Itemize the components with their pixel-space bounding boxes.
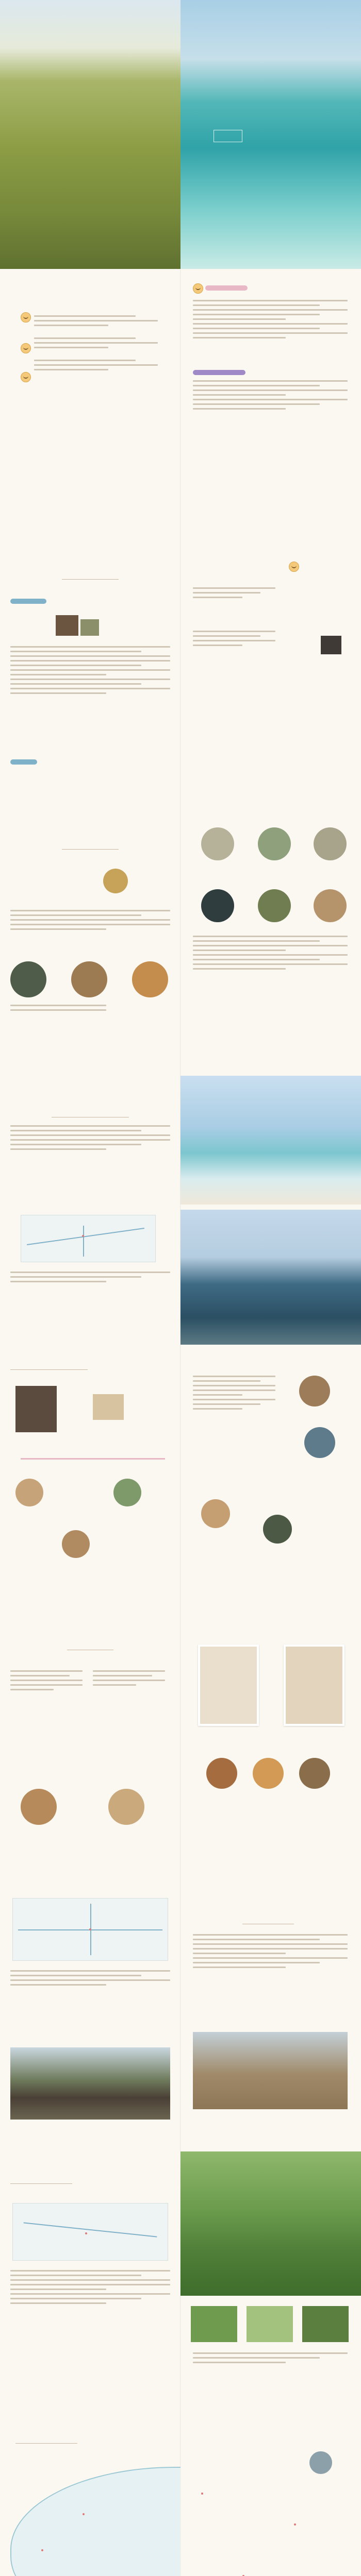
grass-field-photo bbox=[0, 0, 180, 269]
mascot-icon bbox=[289, 562, 299, 572]
road-line bbox=[24, 2222, 157, 2237]
coast-photo bbox=[180, 1210, 361, 1345]
page-right bbox=[180, 269, 361, 538]
round-photo bbox=[299, 1758, 330, 1789]
round-photo bbox=[299, 1376, 330, 1406]
road-line bbox=[83, 1226, 84, 1257]
map-pin-icon bbox=[83, 2513, 85, 2515]
page-right bbox=[180, 538, 361, 807]
spread-tea bbox=[0, 2151, 361, 2420]
page-left bbox=[0, 2151, 180, 2420]
page-right bbox=[180, 2420, 361, 2576]
body-text bbox=[193, 1376, 275, 1479]
note-tag bbox=[10, 759, 37, 765]
round-photo bbox=[71, 961, 107, 997]
area-map bbox=[12, 1898, 168, 1961]
spread-seaside bbox=[0, 1076, 361, 1345]
caption bbox=[193, 2352, 348, 2394]
spread-opening bbox=[0, 538, 361, 807]
page-left bbox=[0, 807, 180, 1076]
island-map bbox=[10, 2467, 180, 2576]
note-tag bbox=[10, 599, 46, 604]
map-pin-icon bbox=[41, 2549, 43, 2551]
chapter-title bbox=[67, 1639, 113, 1650]
ocean-photo bbox=[180, 0, 361, 269]
section-tag bbox=[205, 285, 248, 291]
spread-circles bbox=[0, 807, 361, 1076]
section-tag bbox=[193, 370, 245, 375]
chapter-title bbox=[15, 2433, 77, 2444]
round-photo bbox=[10, 961, 46, 997]
area-map bbox=[12, 2203, 168, 2261]
round-photo bbox=[309, 2451, 332, 2474]
round-photo bbox=[62, 1530, 90, 1558]
beach-photo bbox=[180, 1076, 361, 1205]
tea-field-photo bbox=[180, 2151, 361, 2296]
chapter-title bbox=[10, 2174, 72, 2184]
map-pin-icon bbox=[201, 2493, 203, 2495]
road-line bbox=[27, 1228, 144, 1245]
round-photo bbox=[304, 1427, 335, 1458]
page-right bbox=[180, 807, 361, 1076]
mascot-icon bbox=[193, 283, 203, 294]
side-note bbox=[193, 631, 275, 672]
page-left bbox=[0, 1345, 180, 1614]
body-text bbox=[10, 2270, 170, 2373]
chapter-title bbox=[62, 569, 119, 580]
landscape-photo bbox=[193, 2032, 348, 2109]
chapter-title bbox=[52, 1107, 129, 1117]
page-left bbox=[0, 1883, 180, 2151]
page-left bbox=[0, 269, 180, 538]
body-text bbox=[193, 936, 348, 1018]
round-photo bbox=[201, 1499, 230, 1528]
page-right bbox=[180, 1076, 361, 1345]
spread-intro bbox=[0, 269, 361, 538]
tea-worker-photo bbox=[302, 2306, 349, 2342]
spread-jeju-map bbox=[0, 2420, 361, 2576]
body-text bbox=[10, 1670, 83, 1773]
round-photo bbox=[314, 827, 347, 860]
map-pin-icon bbox=[89, 1928, 91, 1930]
round-photo bbox=[201, 827, 234, 860]
temple-photo bbox=[15, 1386, 57, 1432]
tea-leaf-photo bbox=[191, 2306, 237, 2342]
round-photo bbox=[263, 1515, 292, 1544]
side-note bbox=[193, 587, 275, 618]
round-photo bbox=[21, 1789, 57, 1825]
spread-cards bbox=[0, 1614, 361, 1883]
round-photo bbox=[253, 1758, 284, 1789]
round-photo bbox=[258, 827, 291, 860]
spread-timeline bbox=[0, 1345, 361, 1614]
page-right bbox=[180, 1614, 361, 1883]
body-text bbox=[93, 1670, 165, 1773]
page-right bbox=[180, 1883, 361, 2151]
map-pin-icon bbox=[294, 2523, 296, 2526]
route-map bbox=[21, 1215, 156, 1262]
body-text bbox=[10, 1970, 170, 2032]
page-left bbox=[0, 1614, 180, 1883]
intro-text-block bbox=[193, 300, 348, 362]
chapter-title bbox=[62, 837, 119, 850]
page-left bbox=[0, 0, 180, 269]
spread-cover bbox=[0, 0, 361, 269]
body-text bbox=[10, 1125, 170, 1202]
card-photo bbox=[284, 1645, 344, 1726]
tea-cup-photo bbox=[247, 2306, 293, 2342]
small-photo bbox=[80, 619, 99, 636]
chapter-title bbox=[10, 1360, 88, 1370]
page-right bbox=[180, 2151, 361, 2420]
chapter-title bbox=[242, 1913, 294, 1924]
round-photo bbox=[15, 1479, 43, 1506]
mascot-icon bbox=[21, 343, 31, 353]
small-photo bbox=[56, 615, 78, 636]
body-text bbox=[10, 1272, 170, 1313]
mascot-icon bbox=[21, 312, 31, 323]
round-photo bbox=[103, 869, 128, 893]
round-photo bbox=[108, 1789, 144, 1825]
map-pin-icon bbox=[82, 1235, 84, 1237]
card-photo bbox=[198, 1645, 259, 1726]
caption bbox=[10, 1005, 170, 1036]
timeline-path bbox=[21, 1458, 165, 1460]
mascot-icon bbox=[21, 372, 31, 382]
page-left bbox=[0, 2420, 180, 2576]
round-photo bbox=[113, 1479, 141, 1506]
round-photo bbox=[206, 1758, 237, 1789]
round-photo bbox=[201, 889, 234, 922]
map-pin-icon bbox=[85, 2232, 87, 2234]
food-photo bbox=[93, 1394, 124, 1420]
page-right bbox=[180, 1345, 361, 1614]
body-text bbox=[10, 646, 170, 749]
spread-village bbox=[0, 1883, 361, 2151]
intro-text-block bbox=[34, 315, 158, 398]
page-right bbox=[180, 0, 361, 269]
round-photo bbox=[132, 961, 168, 997]
house-photo bbox=[10, 2047, 170, 2120]
body-text bbox=[193, 1934, 348, 2016]
dark-photo bbox=[321, 636, 341, 654]
page-left bbox=[0, 538, 180, 807]
round-photo bbox=[314, 889, 347, 922]
body-text bbox=[10, 910, 170, 956]
round-photo bbox=[258, 889, 291, 922]
intro-text-block bbox=[193, 380, 348, 442]
cover-title-box bbox=[214, 130, 242, 142]
page-left bbox=[0, 1076, 180, 1345]
